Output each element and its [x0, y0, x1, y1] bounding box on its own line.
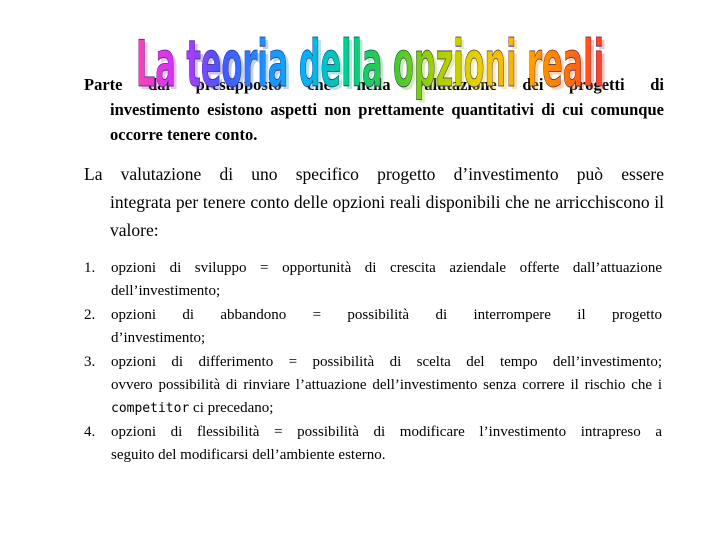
list-item-rest-a: ovvero possibilità di rinviare l’attuazione dell’investimento senza correre il rischio che i — [111, 377, 662, 394]
list-number: 3. — [84, 353, 96, 370]
list-item-rest: dell’investimento; — [111, 283, 221, 300]
wordart-title-graphic — [130, 24, 610, 105]
list-item — [84, 421, 662, 468]
list-item — [84, 304, 662, 351]
options-list — [84, 257, 662, 468]
list-item-rest: d’investimento; — [111, 330, 206, 347]
valuation-paragraph — [84, 160, 664, 244]
valuation-line-1: La valutazione di uno specifico progetto d’investimento può essere — [84, 164, 664, 184]
list-item-mono-term: competitor — [111, 401, 190, 417]
list-number: 4. — [84, 423, 96, 440]
list-item-line-1: opzioni di differimento = possibilità di scelta del tempo dell’investimento; — [111, 353, 662, 370]
valuation-rest: integrata per tenere conto delle opzioni reali disponibili che ne arricchiscono il valore: — [110, 192, 664, 240]
list-item-line-1: opzioni di flessibilità = possibilità di modificare l’investimento intrapreso a — [111, 423, 662, 440]
list-item-line-1: opzioni di abbandono = possibilità di interrompere il progetto — [111, 306, 662, 323]
list-item-rest-b: ci precedano; — [189, 400, 274, 417]
list-number: 2. — [84, 306, 96, 323]
list-item — [84, 351, 662, 421]
intro-line-1: Parte dal presupposto che nella valutazione dei progetti di — [84, 75, 664, 94]
wordart-title — [130, 24, 610, 105]
list-item-line-1: opzioni di sviluppo = opportunità di crescita aziendale offerte dall’attuazione — [111, 260, 662, 276]
list-item-rest: seguito del modificarsi dell’ambiente esterno. — [111, 447, 386, 464]
title-shadow: La teoria della opzioni reali — [139, 31, 607, 105]
list-number: 1. — [84, 260, 96, 276]
intro-rest: investimento esistono aspetti non prettamente quantitativi di cui comunque occorre tenere conto. — [110, 100, 664, 144]
title-text: La teoria della opzioni reali — [136, 28, 604, 102]
list-item — [84, 257, 662, 304]
